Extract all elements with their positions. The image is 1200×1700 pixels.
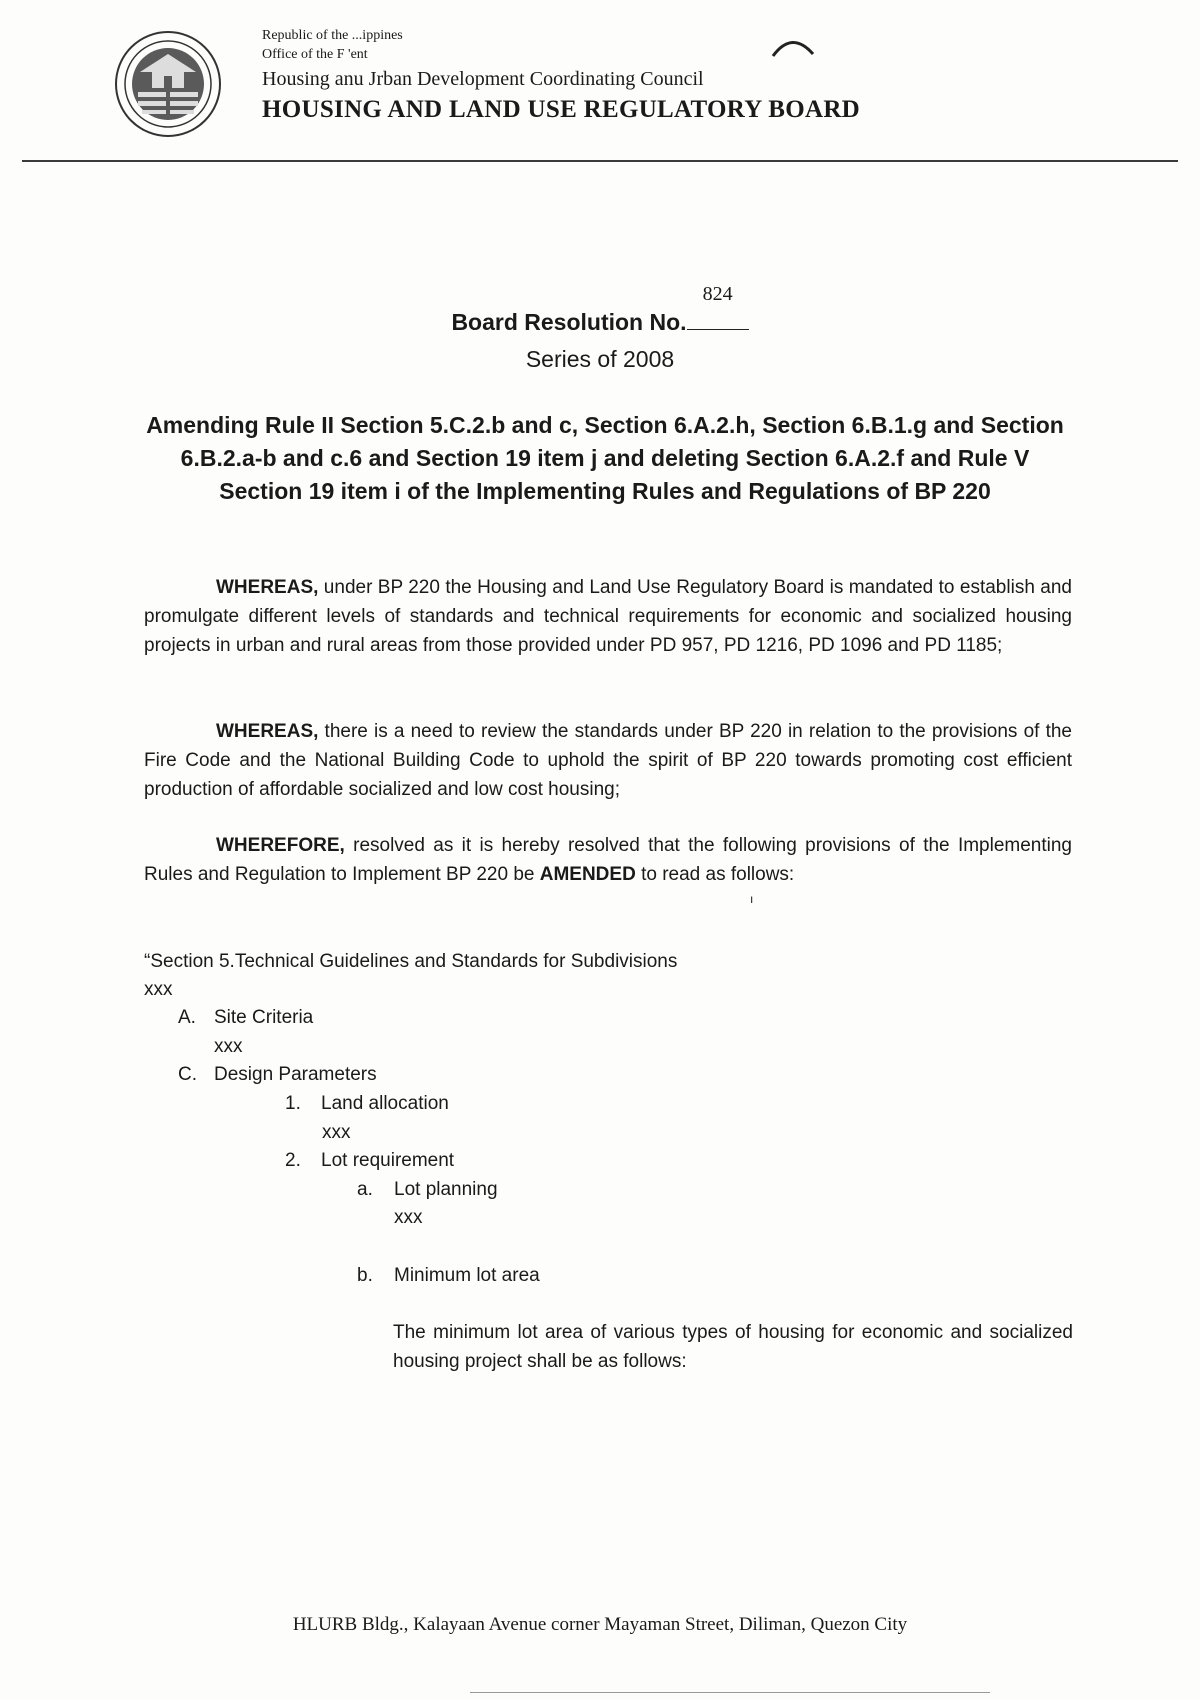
outline-item-site-criteria xyxy=(178,1006,313,1030)
letterhead-office: Office of the F 'ent xyxy=(262,47,368,62)
letterhead-divider xyxy=(22,160,1178,162)
scan-mark-icon xyxy=(770,34,816,62)
omitted-marker: xxx xyxy=(144,979,173,1000)
stray-mark: ı xyxy=(750,892,754,906)
outline-label: Design Parameters xyxy=(214,1064,377,1085)
outline-label: Minimum lot area xyxy=(394,1265,540,1286)
letterhead-republic: Republic of the ...ippines xyxy=(262,28,403,43)
resolution-number: 824 xyxy=(702,283,733,305)
resolution-series: Series of 2008 xyxy=(525,346,675,372)
resolution-number-field xyxy=(687,283,749,330)
paragraph-text-end: to read as follows: xyxy=(635,864,795,885)
omitted-marker: xxx xyxy=(214,1036,243,1057)
paragraph-text: there is a need to review the standards under BP 220 in relation to the provisions of the Fire Code and the National Building Code to uphold the spirit of BP 220 towards promoting cost efficient production of affordable socialized and low cost housing; xyxy=(144,721,1072,800)
hlurb-seal-icon xyxy=(112,24,224,144)
paragraph-text: resolved as it is hereby resolved that the following provisions of the Implementing Rules and Regulation to Implement BP 220 be xyxy=(144,835,1072,885)
outline-marker: C. xyxy=(178,1064,197,1085)
outline-item-design-parameters xyxy=(178,1063,377,1087)
outline-marker: A. xyxy=(178,1007,196,1028)
amended-emphasis: AMENDED xyxy=(539,864,636,885)
outline-marker: a. xyxy=(357,1179,373,1200)
outline-label: Land allocation xyxy=(321,1093,449,1114)
resolution-label: Board Resolution No. xyxy=(451,309,687,335)
outline-item-minimum-lot-area xyxy=(357,1264,540,1288)
outline-marker: b. xyxy=(357,1265,373,1286)
section-heading: “Section 5.Technical Guidelines and Standards for Subdivisions xyxy=(144,951,678,972)
outline-marker: 1. xyxy=(285,1093,301,1114)
whereas-paragraph-2 xyxy=(144,717,1072,804)
outline-label: Lot planning xyxy=(394,1179,498,1200)
outline-marker: 2. xyxy=(285,1150,301,1171)
omitted-marker: xxx xyxy=(322,1122,351,1143)
outline-item-lot-requirement xyxy=(285,1149,454,1173)
paragraph-lead: WHEREAS, xyxy=(216,577,319,598)
outline-item-lot-planning xyxy=(357,1178,498,1202)
scan-edge-line xyxy=(470,1692,990,1693)
letterhead-agency: HOUSING AND LAND USE REGULATORY BOARD xyxy=(262,96,861,123)
paragraph-text: under BP 220 the Housing and Land Use Regulatory Board is mandated to establish and promulgate different levels of standards and technical requirements for economic and socialized housing projects in urban and rural areas from those provided under PD 957, PD 1216, PD 1096 and PD 1185; xyxy=(144,577,1072,656)
outline-label: Lot requirement xyxy=(321,1150,455,1171)
outline-label: Site Criteria xyxy=(214,1007,314,1028)
footer-address: HLURB Bldg., Kalayaan Avenue corner Mayaman Street, Diliman, Quezon City xyxy=(292,1614,908,1635)
whereas-paragraph-1 xyxy=(144,573,1072,660)
resolution-title: Amending Rule II Section 5.C.2.b and c, Section 6.A.2.h, Section 6.B.1.g and Section 6.B.2.a-b and c.6 and Section 19 item j and deleting Section 6.A.2.f and Rule V Section 19 item i of the Implementing Rules and Regulations of BP 220 xyxy=(146,412,1064,504)
outline-item-land-allocation xyxy=(285,1092,449,1116)
wherefore-paragraph xyxy=(144,831,1072,889)
paragraph-lead: WHEREFORE, xyxy=(216,835,345,856)
minimum-lot-area-text: The minimum lot area of various types of housing for economic and socialized housing project shall be as follows: xyxy=(393,1322,1073,1372)
resolution-heading xyxy=(0,283,1200,336)
paragraph-lead: WHEREAS, xyxy=(216,721,319,742)
letterhead-council: Housing anu Jrban Development Coordinating Council xyxy=(262,68,704,90)
omitted-marker: xxx xyxy=(394,1207,423,1228)
